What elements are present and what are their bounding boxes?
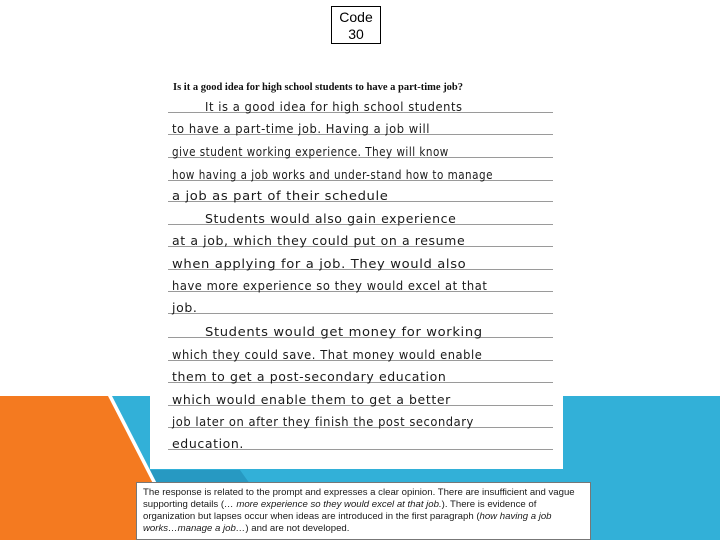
scoring-rationale-box: [136, 482, 591, 540]
rubric-quote: how having a job works…manage a job…: [143, 511, 552, 534]
handwritten-line: them to get a post-secondary education: [172, 369, 447, 384]
handwritten-line: at a job, which they could put on a resume: [172, 233, 466, 248]
handwritten-line: education.: [172, 436, 244, 451]
handwritten-line: have more experience so they would excel at that: [172, 278, 488, 293]
rubric-text: ). There is evidence of organization but lapses occur when ideas are introduced in the first paragraph (: [143, 499, 537, 522]
handwritten-line: a job as part of their schedule: [172, 188, 389, 203]
handwritten-line: which they could save. That money would enable: [172, 347, 483, 362]
handwritten-line: when applying for a job. They would also: [172, 256, 467, 271]
handwritten-line: to have a part-time job. Having a job will: [172, 121, 431, 136]
handwritten-line: job.: [172, 300, 198, 315]
handwritten-line: Students would also gain experience: [205, 211, 457, 226]
handwritten-line: how having a job works and under-stand how to manage: [172, 167, 493, 182]
student-response-sheet: [150, 72, 563, 469]
rubric-text: ) and are not developed.: [245, 523, 350, 534]
ruled-line: [168, 313, 553, 314]
prompt-question: Is it a good idea for high school students to have a part-time job?: [173, 82, 464, 93]
handwritten-line: It is a good idea for high school students: [205, 99, 463, 114]
code-label-number: 30: [348, 26, 364, 42]
code-label-title: Code: [339, 9, 373, 25]
handwritten-line: give student working experience. They will know: [172, 144, 449, 159]
handwritten-line: job later on after they finish the post secondary: [172, 414, 474, 429]
handwritten-line: Students would get money for working: [205, 324, 483, 339]
rubric-quote: … more experience so they would excel at that job.: [224, 499, 442, 510]
code-label-box: [331, 6, 381, 44]
handwritten-line: which would enable them to get a better: [172, 392, 451, 407]
rubric-text: The response is related to the prompt and expresses a clear opinion. There are insufficient and vague supporting details (: [143, 487, 575, 510]
